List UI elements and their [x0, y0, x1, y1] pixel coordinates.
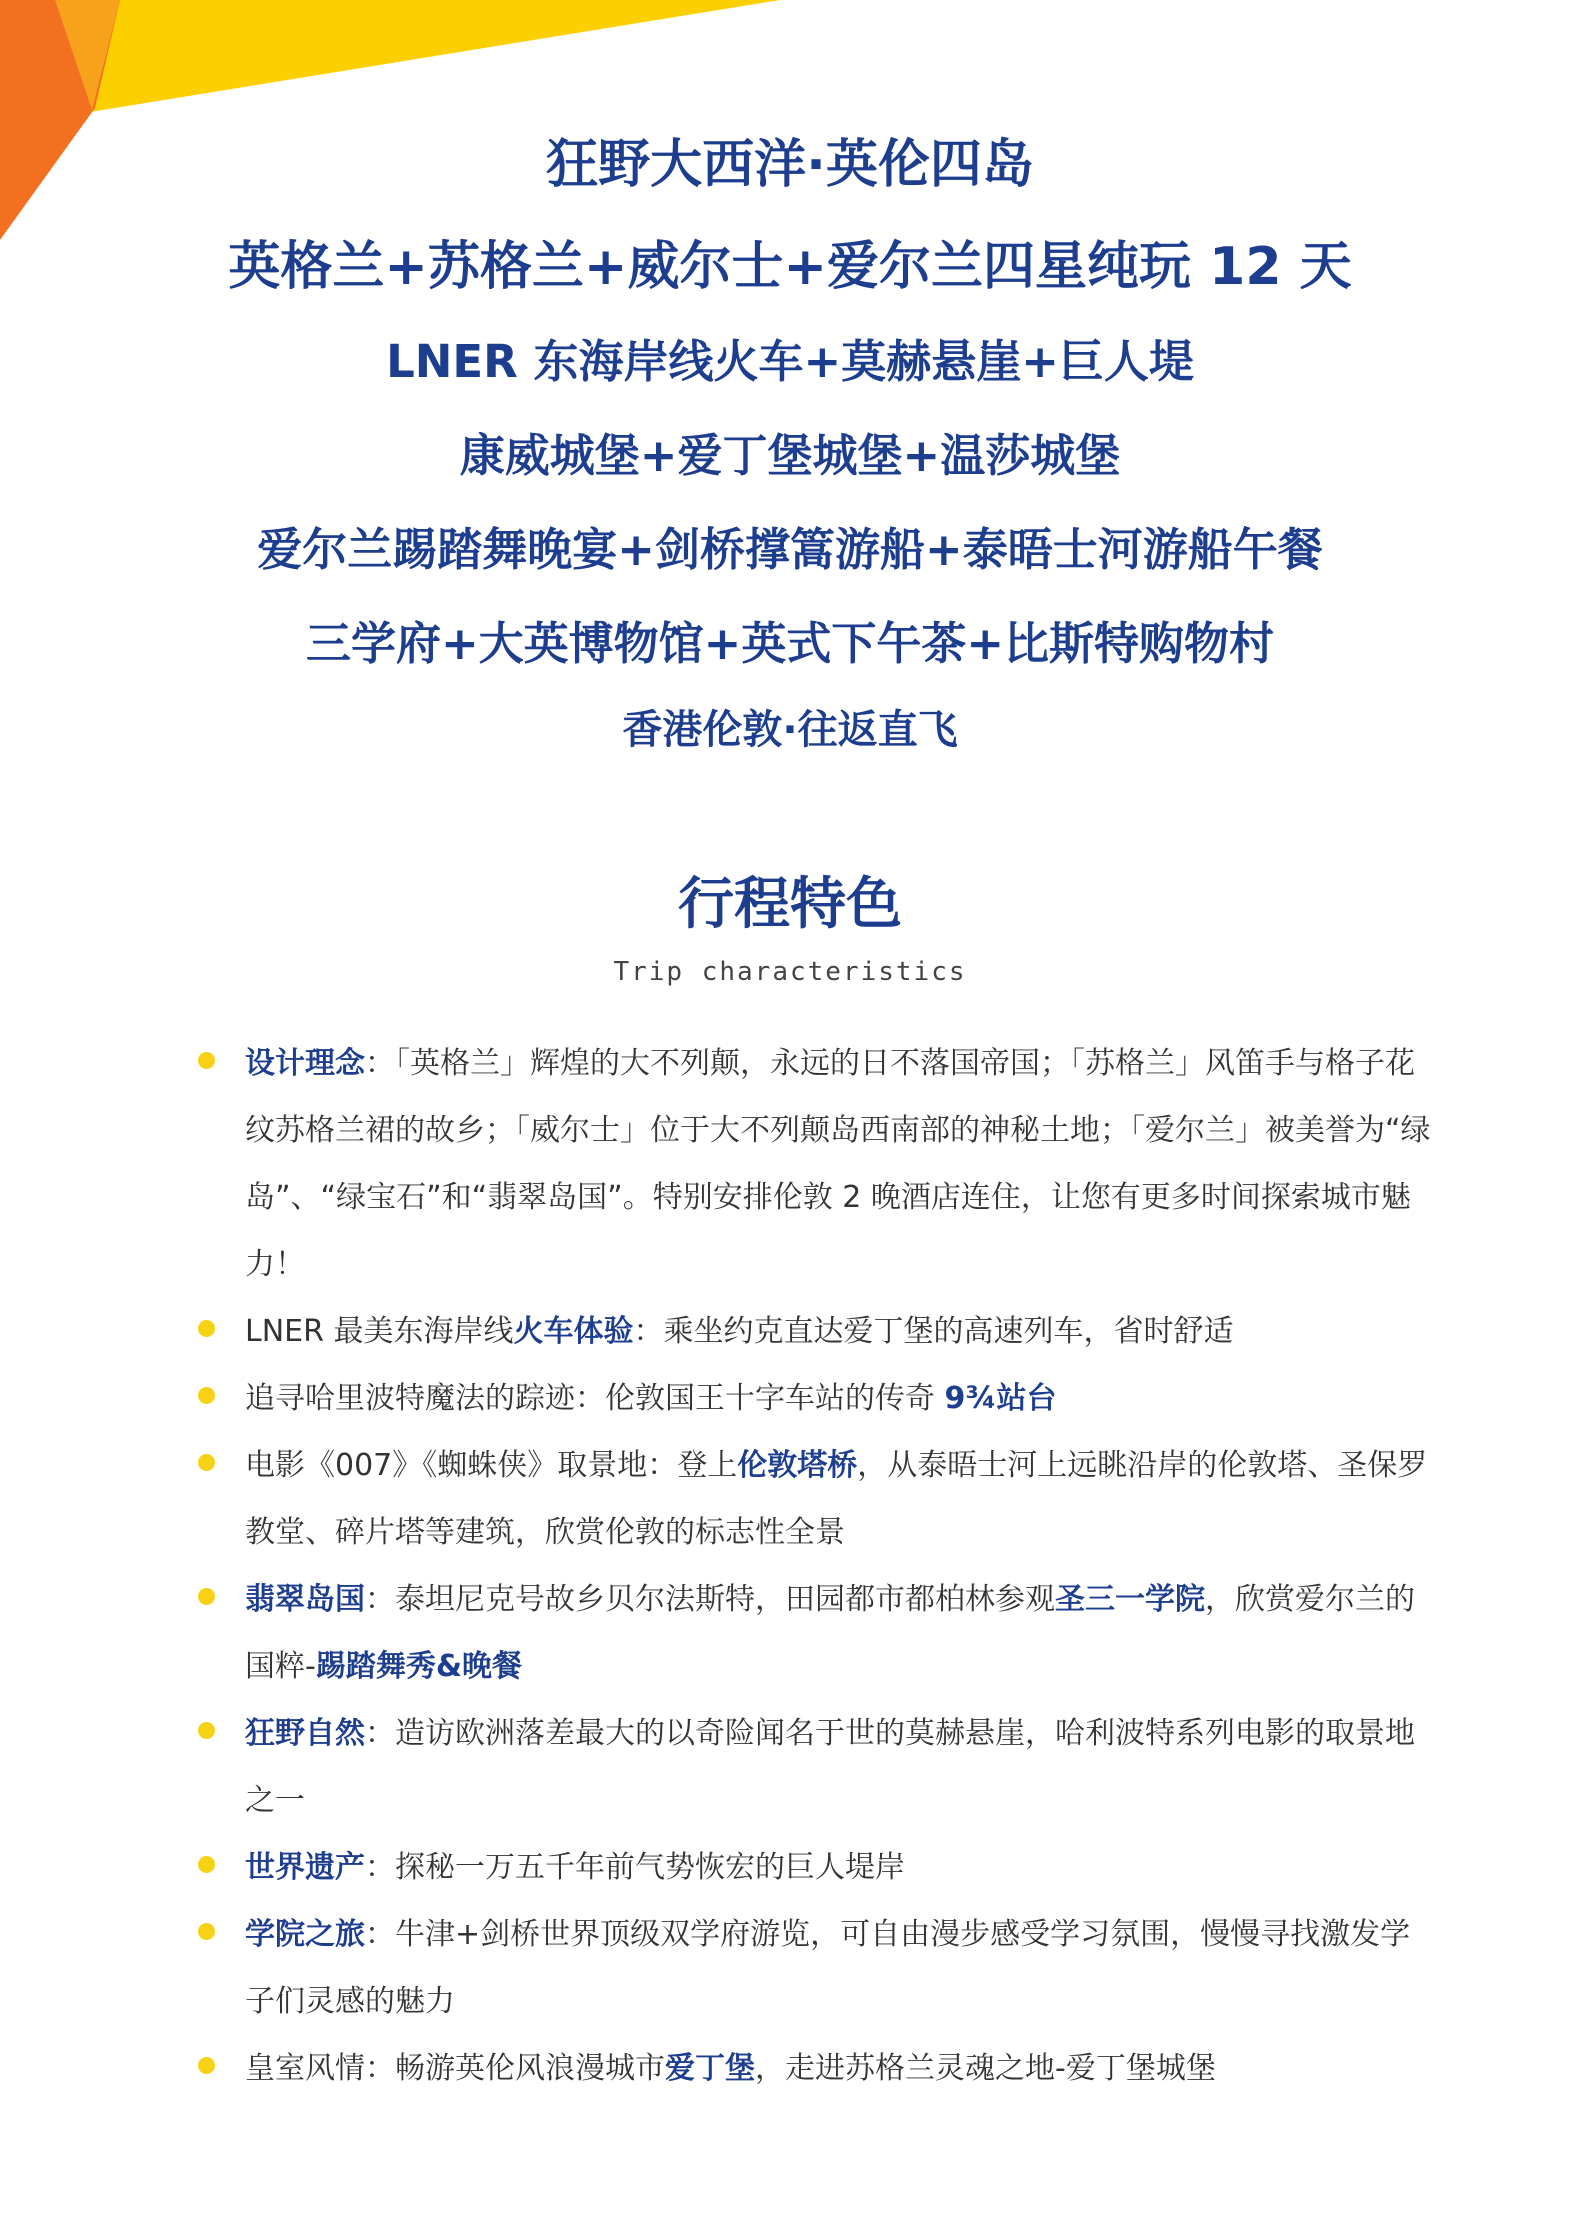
bullet-icon	[198, 1588, 215, 1605]
section-title: 行程特色	[678, 872, 902, 937]
feature-item	[245, 1566, 1440, 1700]
feature-text-part: ，从泰晤士河上远眺沿岸的伦敦塔、圣保罗教堂、碎片塔等建筑，欣赏伦敦的标志性全景	[245, 1448, 1428, 1550]
feature-text	[245, 1834, 1440, 1901]
feature-text-part: LNER 最美东海岸线	[245, 1314, 514, 1349]
trip-title: 狂野大西洋·英伦四岛	[546, 135, 1034, 195]
bullet-icon	[198, 1320, 215, 1337]
feature-item	[245, 1432, 1440, 1566]
feature-highlight: 圣三一学院	[1055, 1582, 1205, 1617]
trip-subtitle-highlights-1: LNER 东海岸线火车+莫赫悬崖+巨人堤	[386, 335, 1194, 388]
feature-item	[245, 1700, 1440, 1834]
feature-item	[245, 2035, 1440, 2102]
feature-item	[245, 1834, 1440, 1901]
feature-item	[245, 1298, 1440, 1365]
feature-text-part: 追寻哈里波特魔法的踪迹：伦敦国王十字车站的传奇	[245, 1381, 945, 1416]
feature-text-part: ：「英格兰」辉煌的大不列颠，永远的日不落国帝国；「苏格兰」风笛手与格子花纹苏格兰裙的故乡；「威尔士」位于大不列颠岛西南部的神秘土地；「爱尔兰」被美誉为“绿岛”、“绿宝石”和“翡翠岛国”。特别安排伦敦 2 晚酒店连住，让您有更多时间探索城市魅力！	[245, 1046, 1431, 1282]
trip-subtitle-countries: 英格兰+苏格兰+威尔士+爱尔兰四星纯玩 12 天	[228, 237, 1352, 297]
feature-text-part: ：乘坐约克直达爱丁堡的高速列车，省时舒适	[633, 1314, 1234, 1349]
feature-highlight: 爱丁堡	[665, 2051, 755, 2086]
feature-highlight: 火车体验	[513, 1314, 634, 1349]
bullet-icon	[198, 1856, 215, 1873]
feature-text-part: ：造访欧洲落差最大的以奇险闻名于世的莫赫悬崖，哈利波特系列电影的取景地之一	[245, 1716, 1415, 1818]
trip-subtitle-castles: 康威城堡+爱丁堡城堡+温莎城堡	[459, 429, 1121, 482]
feature-list	[0, 1030, 1580, 2102]
feature-text	[245, 1030, 1440, 1298]
feature-highlight: 世界遗产	[245, 1850, 365, 1885]
feature-text-part: 电影《007》《蜘蛛侠》取景地：登上	[245, 1448, 738, 1483]
feature-highlight: 翡翠岛国	[245, 1582, 365, 1617]
feature-highlight: 学院之旅	[245, 1917, 365, 1952]
feature-text-part: ：牛津+剑桥世界顶级双学府游览，可自由漫步感受学习氛围，慢慢寻找激发学子们灵感的魅力	[245, 1917, 1411, 2019]
feature-text	[245, 1365, 1440, 1432]
trip-subtitle-highlights-2: 爱尔兰踢踏舞晚宴+剑桥撑篙游船+泰晤士河游船午餐	[257, 523, 1323, 576]
feature-text-part: ，走进苏格兰灵魂之地-爱丁堡城堡	[755, 2051, 1216, 2086]
feature-text	[245, 1901, 1440, 2035]
trip-flight-info: 香港伦敦·往返直飞	[622, 707, 958, 753]
section-subtitle: Trip characteristics	[613, 957, 967, 987]
feature-item	[245, 1901, 1440, 2035]
bullet-icon	[198, 1722, 215, 1739]
bullet-icon	[198, 1052, 215, 1069]
bullet-icon	[198, 2057, 215, 2074]
feature-text-part: 皇室风情：畅游英伦风浪漫城市	[245, 2051, 665, 2086]
feature-text	[245, 1700, 1440, 1834]
feature-text	[245, 1298, 1440, 1365]
feature-text-part: ，欣赏爱尔兰的国粹-	[245, 1582, 1415, 1684]
feature-text	[245, 1432, 1440, 1566]
trip-title-block	[0, 135, 1580, 757]
feature-item	[245, 1030, 1440, 1298]
bullet-icon	[198, 1454, 215, 1471]
feature-item	[245, 1365, 1440, 1432]
trip-subtitle-highlights-3: 三学府+大英博物馆+英式下午茶+比斯特购物村	[305, 617, 1275, 670]
feature-text	[245, 2035, 1440, 2102]
bullet-icon	[198, 1923, 215, 1940]
feature-highlight: 伦敦塔桥	[737, 1448, 858, 1483]
bullet-icon	[198, 1387, 215, 1404]
feature-highlight: 狂野自然	[245, 1716, 365, 1751]
feature-text-part: ：探秘一万五千年前气势恢宏的巨人堤岸	[365, 1850, 905, 1885]
feature-text	[245, 1566, 1440, 1700]
feature-highlight: 9¾站台	[944, 1381, 1057, 1416]
feature-highlight: 设计理念	[245, 1046, 365, 1081]
feature-highlight: 踢踏舞秀&晚餐	[315, 1649, 522, 1684]
feature-text-part: ：泰坦尼克号故乡贝尔法斯特，田园都市都柏林参观	[365, 1582, 1055, 1617]
